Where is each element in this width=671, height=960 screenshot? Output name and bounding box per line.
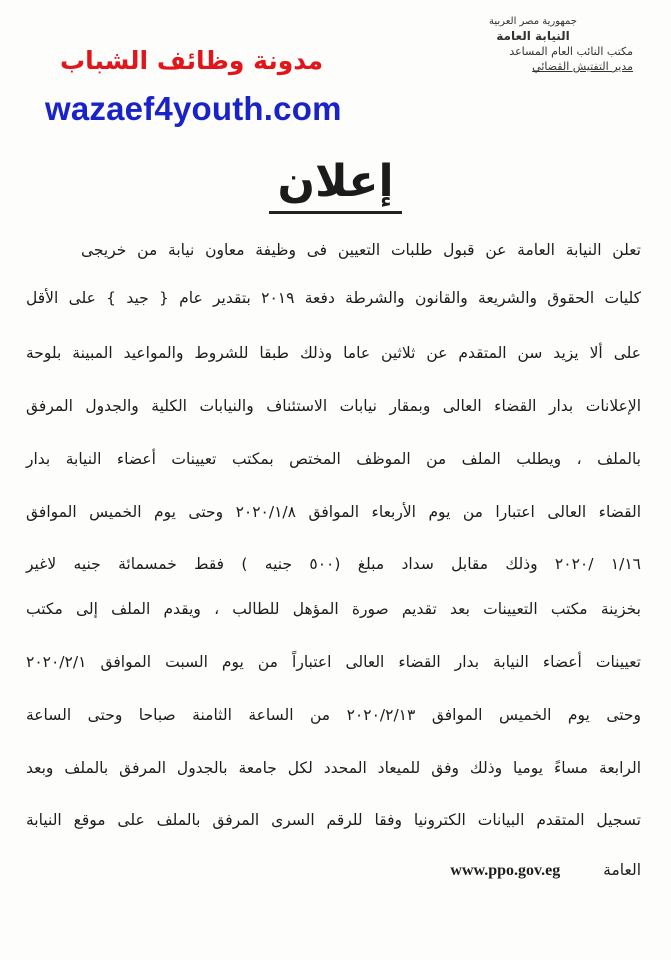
body-line-3: على ألا يزيد سن المتقدم عن ثلاثين عاما وذلك طبقا للشروط والمواعيد المبينة بلوحة — [26, 344, 641, 362]
body-line-1: تعلن النيابة العامة عن قبول طلبات التعيين فى وظيفة معاون نيابة من خريجى — [81, 241, 641, 259]
announcement-heading-text: إعلان — [269, 156, 401, 214]
letterhead-country: جمهورية مصر العربية — [489, 16, 577, 27]
body-line-12: تسجيل المتقدم البيانات الكترونيا وفقا للرقم السرى المرفق بالملف على موقع النيابة — [26, 811, 641, 829]
closing-line — [26, 858, 641, 883]
closing-word: العامة — [603, 861, 641, 879]
body-line-10: وحتى يوم الخميس الموافق ٢٠٢٠/٢/١٣ من الساعة الثامنة صباحا وحتى الساعة — [26, 706, 641, 724]
body-line-2: كليات الحقوق والشريعة والقانون والشرطة دفعة ٢٠١٩ بتقدير عام { جيد } على الأقل — [26, 289, 642, 307]
body-line-6: القضاء العالى اعتبارا من يوم الأربعاء الموافق ٢٠٢٠/١/٨ وحتى يوم الخميس الموافق — [26, 503, 641, 521]
letterhead-department: مدير التفتيش القضائي — [532, 60, 633, 73]
body-line-8: بخزينة مكتب التعيينات بعد تقديم صورة المؤهل للطالب ، ويقدم الملف إلى مكتب — [26, 600, 641, 618]
blog-url-watermark: wazaef4youth.com — [45, 90, 342, 127]
body-line-7: ١/١٦ /٢٠٢٠ وذلك مقابل سداد مبلغ (٥٠٠ جنيه ) فقط خمسمائة جنيه لاغير — [26, 555, 641, 573]
letterhead-authority: النيابة العامة — [496, 29, 570, 43]
body-line-5: بالملف ، ويطلب الملف من الموظف المختص بمكتب تعيينات أعضاء النيابة بدار — [26, 450, 641, 468]
letterhead — [433, 14, 633, 74]
body-line-9: تعيينات أعضاء النيابة بدار القضاء العالى اعتباراً من يوم السبت الموافق ٢٠٢٠/٢/١ — [26, 653, 641, 671]
blog-name-watermark: مدونة وظائف الشباب — [60, 46, 324, 75]
letterhead-office: مكتب النائب العام المساعد — [509, 45, 633, 58]
body-line-11: الرابعة مساءً يوميا وذلك وفق للميعاد المحدد لكل جامعة بالجدول المرفق بالملف وبعد — [26, 759, 641, 777]
body-line-4: الإعلانات بدار القضاء العالى وبمقار نيابات الاستئناف والنيابات الكلية والجدول المرفق — [26, 397, 641, 415]
website-link[interactable]: www.ppo.gov.eg — [450, 862, 561, 879]
announcement-heading — [0, 156, 671, 214]
